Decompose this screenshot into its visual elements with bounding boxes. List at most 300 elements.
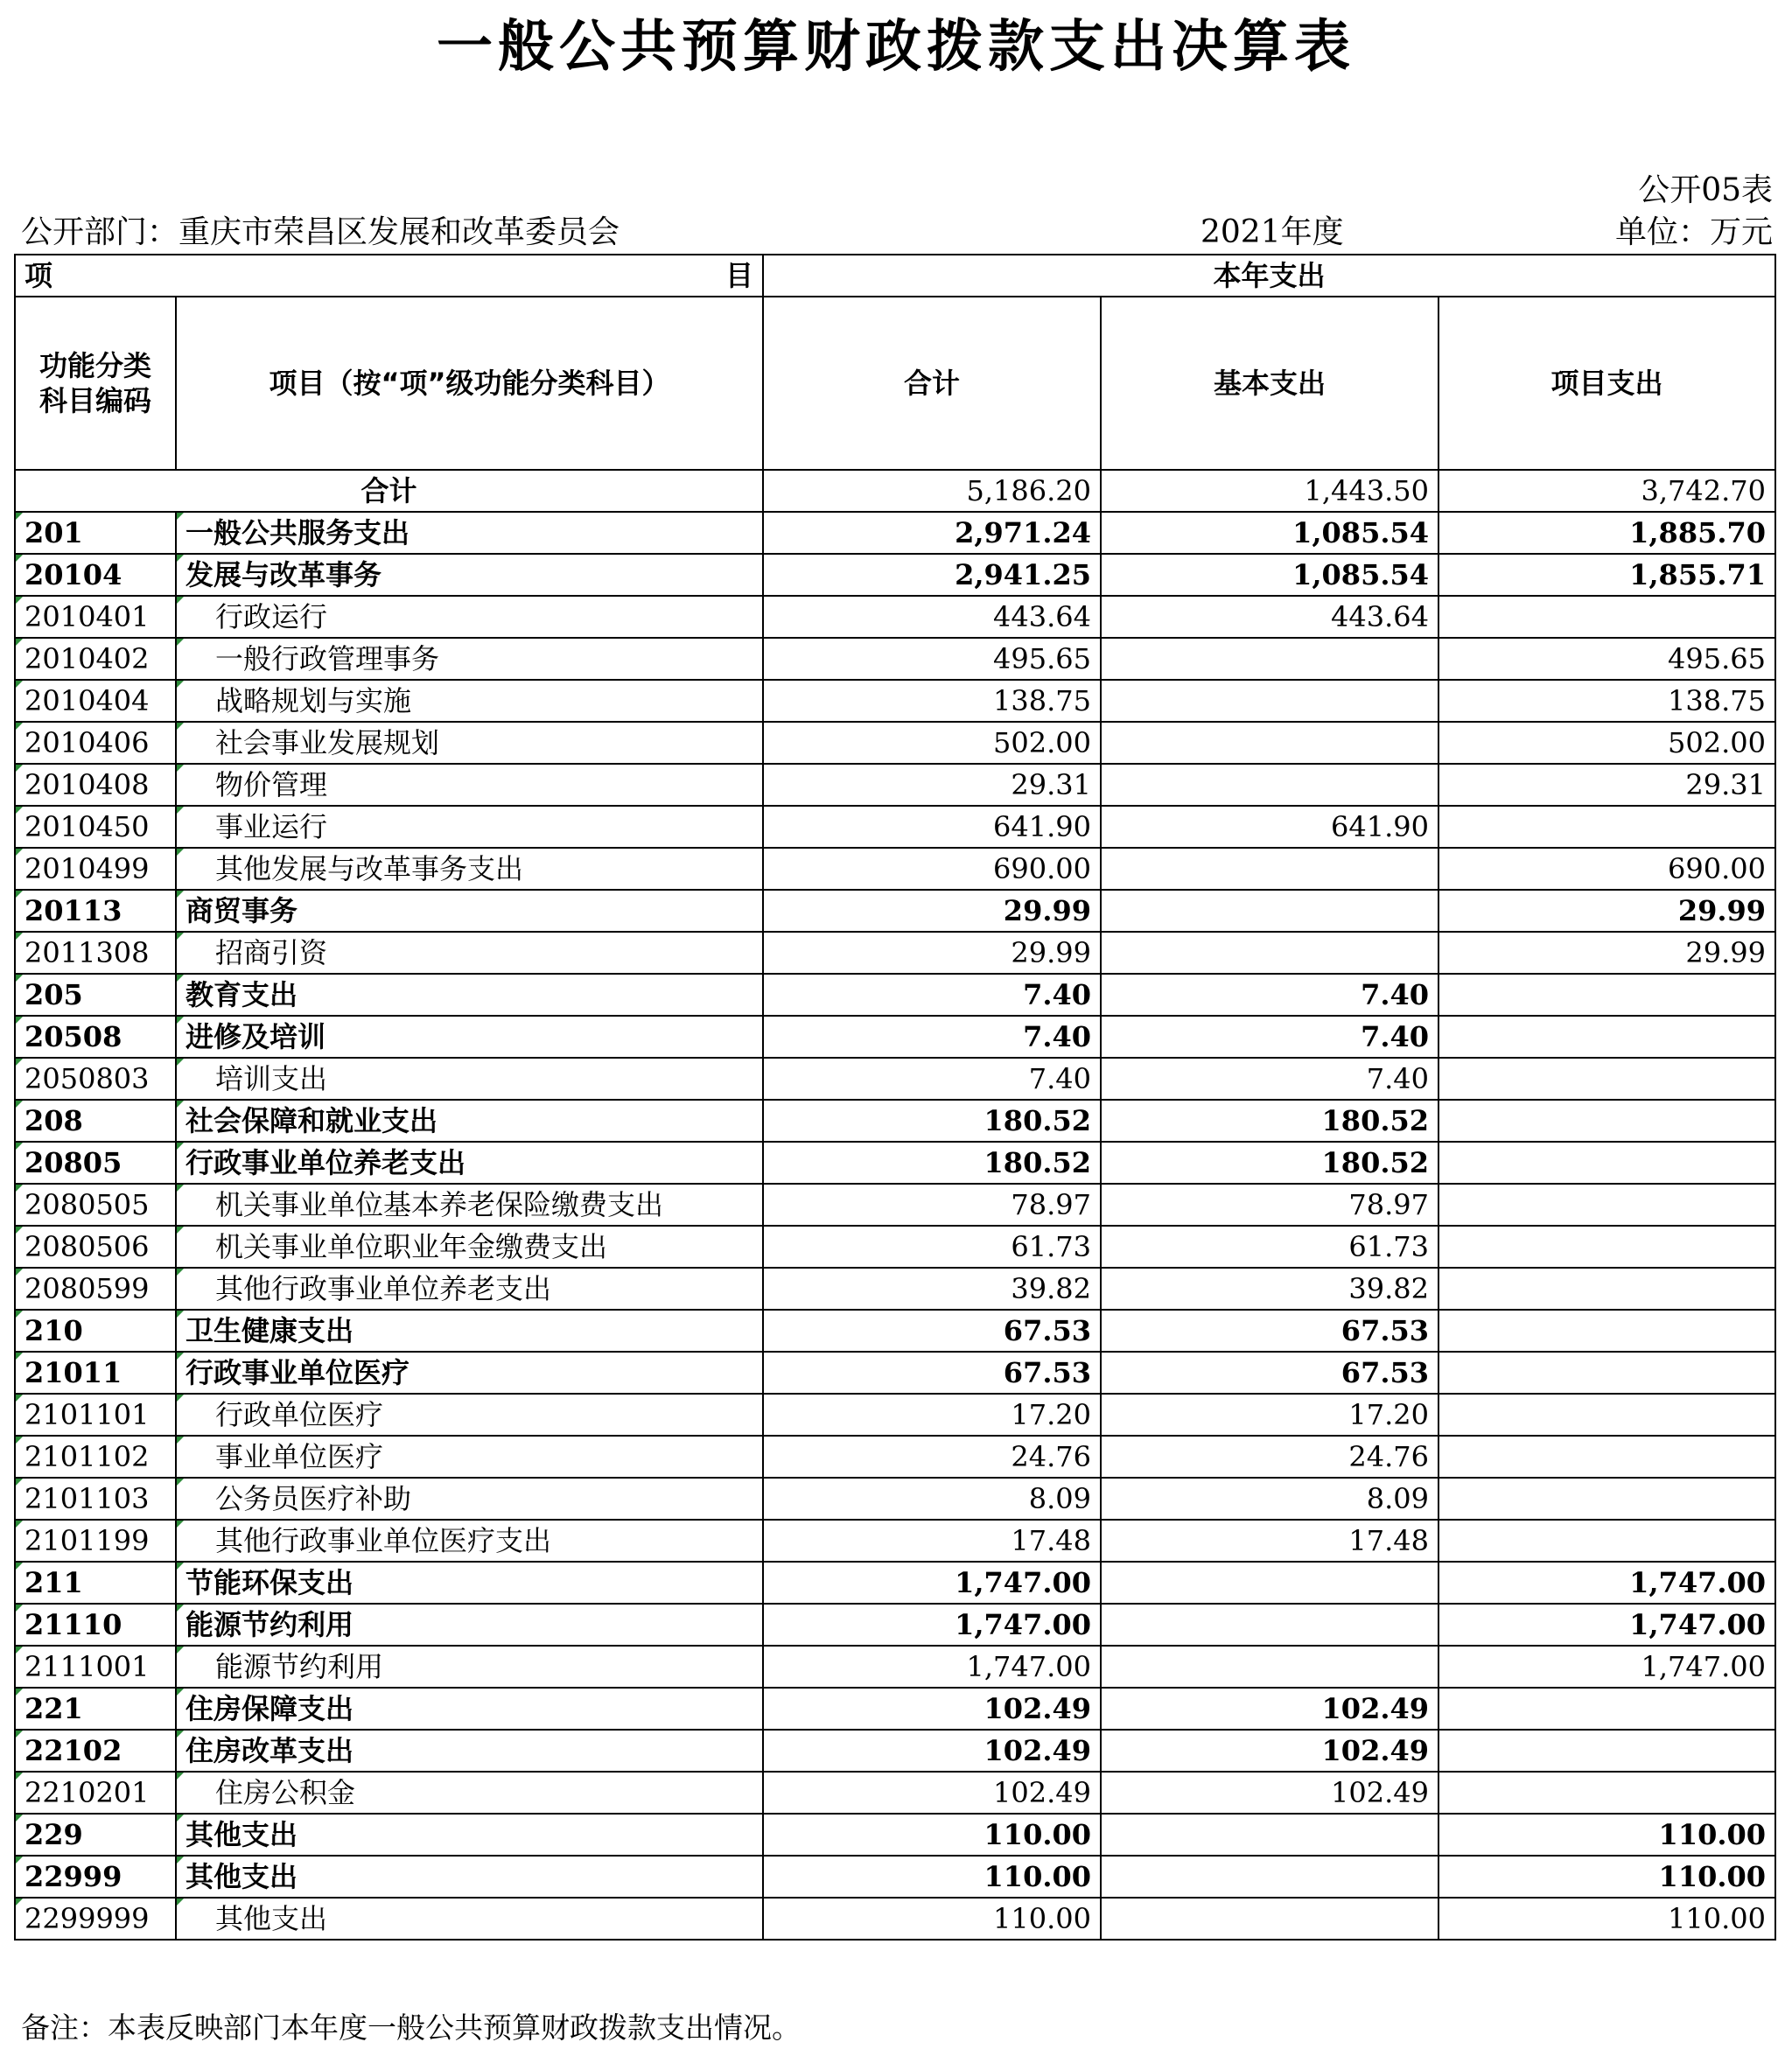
row-name-text: 一般公共服务支出 bbox=[186, 516, 410, 549]
row-code bbox=[15, 680, 176, 722]
total-amount: 5,186.20 bbox=[763, 470, 1101, 512]
row-project: 1,747.00 bbox=[1438, 1604, 1775, 1646]
row-total: 7.40 bbox=[763, 1058, 1101, 1100]
row-code bbox=[15, 512, 176, 554]
row-project: 1,747.00 bbox=[1438, 1646, 1775, 1688]
row-name-text: 能源节约利用 bbox=[186, 1608, 354, 1641]
row-project: 1,747.00 bbox=[1438, 1562, 1775, 1604]
table-row bbox=[15, 848, 1775, 890]
row-name-text: 教育支出 bbox=[186, 978, 298, 1011]
row-code-text: 2010406 bbox=[24, 726, 150, 759]
row-basic: 180.52 bbox=[1101, 1100, 1438, 1142]
row-total: 102.49 bbox=[763, 1688, 1101, 1730]
cell-marker-icon bbox=[177, 597, 184, 604]
cell-marker-icon bbox=[16, 1605, 23, 1612]
row-basic: 17.48 bbox=[1101, 1520, 1438, 1562]
row-basic bbox=[1101, 848, 1438, 890]
row-name-text: 社会事业发展规划 bbox=[215, 726, 440, 759]
row-project bbox=[1438, 1520, 1775, 1562]
cell-marker-icon bbox=[16, 1479, 23, 1486]
cell-marker-icon bbox=[177, 933, 184, 940]
row-name bbox=[176, 512, 763, 554]
table-row bbox=[15, 764, 1775, 806]
table-row bbox=[15, 1016, 1775, 1058]
row-project: 29.31 bbox=[1438, 764, 1775, 806]
cell-marker-icon bbox=[16, 1143, 23, 1150]
header-item-right: 目 bbox=[724, 259, 753, 292]
row-name bbox=[176, 680, 763, 722]
row-code-text: 2210201 bbox=[24, 1776, 150, 1809]
row-name bbox=[176, 1856, 763, 1898]
row-code-text: 21110 bbox=[24, 1608, 122, 1641]
row-name-text: 卫生健康支出 bbox=[186, 1314, 354, 1347]
row-project bbox=[1438, 1310, 1775, 1352]
row-name bbox=[176, 1772, 763, 1814]
cell-marker-icon bbox=[177, 1185, 184, 1192]
row-basic: 102.49 bbox=[1101, 1772, 1438, 1814]
row-project bbox=[1438, 974, 1775, 1016]
table-row bbox=[15, 1478, 1775, 1520]
row-name-text: 事业运行 bbox=[215, 810, 328, 843]
row-basic: 180.52 bbox=[1101, 1142, 1438, 1184]
row-project: 138.75 bbox=[1438, 680, 1775, 722]
department-label: 公开部门：重庆市荣昌区发展和改革委员会 bbox=[21, 214, 620, 250]
cell-marker-icon bbox=[16, 1059, 23, 1066]
row-basic bbox=[1101, 1856, 1438, 1898]
cell-marker-icon bbox=[16, 513, 23, 520]
row-code bbox=[15, 1226, 176, 1268]
header-code: 功能分类 科目编码 bbox=[15, 297, 176, 470]
row-total: 1,747.00 bbox=[763, 1646, 1101, 1688]
cell-marker-icon bbox=[16, 975, 23, 982]
cell-marker-icon bbox=[177, 513, 184, 520]
row-code-text: 20104 bbox=[24, 558, 122, 591]
row-basic: 443.64 bbox=[1101, 596, 1438, 638]
row-code-text: 2101199 bbox=[24, 1524, 150, 1557]
row-total: 690.00 bbox=[763, 848, 1101, 890]
row-basic: 102.49 bbox=[1101, 1730, 1438, 1772]
row-basic: 8.09 bbox=[1101, 1478, 1438, 1520]
total-basic: 1,443.50 bbox=[1101, 470, 1438, 512]
cell-marker-icon bbox=[16, 1185, 23, 1192]
total-row bbox=[15, 470, 1775, 512]
row-total: 29.31 bbox=[763, 764, 1101, 806]
row-basic bbox=[1101, 890, 1438, 932]
row-total: 17.20 bbox=[763, 1394, 1101, 1436]
row-code bbox=[15, 1772, 176, 1814]
cell-marker-icon bbox=[16, 1269, 23, 1276]
row-name-text: 机关事业单位基本养老保险缴费支出 bbox=[215, 1188, 664, 1221]
row-code-text: 205 bbox=[24, 978, 83, 1011]
cell-marker-icon bbox=[16, 891, 23, 898]
cell-marker-icon bbox=[177, 1857, 184, 1864]
row-total: 7.40 bbox=[763, 1016, 1101, 1058]
row-code-text: 2010408 bbox=[24, 768, 150, 801]
cell-marker-icon bbox=[177, 1605, 184, 1612]
unit-label: 单位：万元 bbox=[1614, 214, 1773, 250]
cell-marker-icon bbox=[177, 765, 184, 772]
row-name bbox=[176, 932, 763, 974]
row-code-text: 20805 bbox=[24, 1146, 122, 1179]
row-basic bbox=[1101, 1646, 1438, 1688]
row-project bbox=[1438, 1142, 1775, 1184]
row-code-text: 208 bbox=[24, 1104, 83, 1137]
row-project bbox=[1438, 1100, 1775, 1142]
cell-marker-icon bbox=[16, 1395, 23, 1402]
row-name-text: 行政事业单位养老支出 bbox=[186, 1146, 466, 1179]
row-code-text: 2010450 bbox=[24, 810, 150, 843]
row-total: 1,747.00 bbox=[763, 1604, 1101, 1646]
table-row bbox=[15, 1058, 1775, 1100]
row-total: 138.75 bbox=[763, 680, 1101, 722]
row-code bbox=[15, 1394, 176, 1436]
cell-marker-icon bbox=[177, 1899, 184, 1906]
row-code-text: 2010404 bbox=[24, 684, 150, 717]
row-name bbox=[176, 1058, 763, 1100]
cell-marker-icon bbox=[177, 1773, 184, 1780]
row-project bbox=[1438, 806, 1775, 848]
table-row bbox=[15, 932, 1775, 974]
header-basic: 基本支出 bbox=[1101, 297, 1438, 470]
row-name-text: 其他发展与改革事务支出 bbox=[215, 852, 524, 885]
row-name-text: 能源节约利用 bbox=[215, 1650, 384, 1683]
row-name-text: 物价管理 bbox=[215, 768, 328, 801]
cell-marker-icon bbox=[16, 1353, 23, 1360]
row-name bbox=[176, 1352, 763, 1394]
row-name bbox=[176, 554, 763, 596]
row-basic: 78.97 bbox=[1101, 1184, 1438, 1226]
total-project: 3,742.70 bbox=[1438, 470, 1775, 512]
row-name-text: 一般行政管理事务 bbox=[215, 642, 440, 675]
cell-marker-icon bbox=[177, 639, 184, 646]
row-code-text: 2299999 bbox=[24, 1902, 150, 1935]
row-total: 67.53 bbox=[763, 1310, 1101, 1352]
row-code-text: 22999 bbox=[24, 1860, 122, 1893]
row-total: 17.48 bbox=[763, 1520, 1101, 1562]
header-row-top bbox=[15, 255, 1775, 297]
row-name-text: 其他行政事业单位医疗支出 bbox=[215, 1524, 552, 1557]
row-code bbox=[15, 1688, 176, 1730]
row-name bbox=[176, 1730, 763, 1772]
row-name bbox=[176, 1184, 763, 1226]
page-title: 一般公共预算财政拨款支出决算表 bbox=[437, 15, 1355, 80]
row-total: 102.49 bbox=[763, 1772, 1101, 1814]
row-project bbox=[1438, 1730, 1775, 1772]
row-code bbox=[15, 554, 176, 596]
row-total: 1,747.00 bbox=[763, 1562, 1101, 1604]
row-project: 502.00 bbox=[1438, 722, 1775, 764]
row-name bbox=[176, 596, 763, 638]
expenditure-table bbox=[14, 254, 1776, 1941]
cell-marker-icon bbox=[16, 1815, 23, 1822]
row-project bbox=[1438, 1184, 1775, 1226]
cell-marker-icon bbox=[177, 1479, 184, 1486]
row-project: 1,885.70 bbox=[1438, 512, 1775, 554]
row-basic bbox=[1101, 1604, 1438, 1646]
row-basic: 67.53 bbox=[1101, 1310, 1438, 1352]
row-name bbox=[176, 1100, 763, 1142]
header-name: 项目（按“项”级功能分类科目） bbox=[176, 297, 763, 470]
row-name bbox=[176, 1604, 763, 1646]
cell-marker-icon bbox=[16, 555, 23, 562]
cell-marker-icon bbox=[177, 891, 184, 898]
row-code bbox=[15, 1268, 176, 1310]
row-code bbox=[15, 1058, 176, 1100]
row-project bbox=[1438, 1688, 1775, 1730]
table-row bbox=[15, 1562, 1775, 1604]
row-name bbox=[176, 1436, 763, 1478]
row-total: 29.99 bbox=[763, 932, 1101, 974]
table-row bbox=[15, 1898, 1775, 1940]
row-code bbox=[15, 1142, 176, 1184]
cell-marker-icon bbox=[177, 1437, 184, 1444]
row-name bbox=[176, 974, 763, 1016]
row-basic: 641.90 bbox=[1101, 806, 1438, 848]
table-row bbox=[15, 1604, 1775, 1646]
row-code bbox=[15, 1100, 176, 1142]
row-basic: 102.49 bbox=[1101, 1688, 1438, 1730]
row-name bbox=[176, 1562, 763, 1604]
row-name-text: 其他支出 bbox=[186, 1860, 298, 1893]
cell-marker-icon bbox=[16, 1773, 23, 1780]
row-code-text: 2080505 bbox=[24, 1188, 150, 1221]
cell-marker-icon bbox=[177, 1059, 184, 1066]
row-basic bbox=[1101, 932, 1438, 974]
row-code-text: 2101102 bbox=[24, 1440, 150, 1473]
row-project: 690.00 bbox=[1438, 848, 1775, 890]
row-code-text: 2101101 bbox=[24, 1398, 150, 1431]
cell-marker-icon bbox=[16, 1311, 23, 1318]
row-basic: 7.40 bbox=[1101, 1058, 1438, 1100]
row-name-text: 其他支出 bbox=[215, 1902, 328, 1935]
row-code bbox=[15, 932, 176, 974]
row-project bbox=[1438, 1016, 1775, 1058]
row-name-text: 招商引资 bbox=[215, 936, 328, 969]
table-row bbox=[15, 890, 1775, 932]
row-name-text: 住房公积金 bbox=[215, 1776, 356, 1809]
row-total: 110.00 bbox=[763, 1898, 1101, 1940]
table-row bbox=[15, 554, 1775, 596]
cell-marker-icon bbox=[177, 1815, 184, 1822]
row-project bbox=[1438, 596, 1775, 638]
row-basic bbox=[1101, 1898, 1438, 1940]
row-name-text: 行政单位医疗 bbox=[215, 1398, 384, 1431]
table-row bbox=[15, 1856, 1775, 1898]
total-label: 合计 bbox=[15, 470, 763, 512]
row-total: 67.53 bbox=[763, 1352, 1101, 1394]
cell-marker-icon bbox=[16, 1563, 23, 1570]
cell-marker-icon bbox=[177, 723, 184, 730]
cell-marker-icon bbox=[177, 807, 184, 814]
cell-marker-icon bbox=[177, 1563, 184, 1570]
row-code-text: 2111001 bbox=[24, 1650, 150, 1683]
table-row bbox=[15, 1184, 1775, 1226]
row-code-text: 2101103 bbox=[24, 1482, 150, 1515]
row-name bbox=[176, 806, 763, 848]
cell-marker-icon bbox=[177, 1017, 184, 1024]
row-project bbox=[1438, 1226, 1775, 1268]
footnote: 备注：本表反映部门本年度一般公共预算财政拨款支出情况。 bbox=[21, 2011, 801, 2045]
row-name bbox=[176, 1142, 763, 1184]
row-code bbox=[15, 1730, 176, 1772]
row-basic: 1,085.54 bbox=[1101, 554, 1438, 596]
header-current-year: 本年支出 bbox=[763, 255, 1775, 297]
cell-marker-icon bbox=[177, 1647, 184, 1654]
cell-marker-icon bbox=[177, 1395, 184, 1402]
row-name-text: 进修及培训 bbox=[186, 1020, 326, 1053]
row-code-text: 20113 bbox=[24, 894, 122, 927]
header-project: 项目支出 bbox=[1438, 297, 1775, 470]
row-code bbox=[15, 1520, 176, 1562]
cell-marker-icon bbox=[16, 933, 23, 940]
header-total: 合计 bbox=[763, 297, 1101, 470]
cell-marker-icon bbox=[16, 639, 23, 646]
cell-marker-icon bbox=[177, 555, 184, 562]
row-code bbox=[15, 722, 176, 764]
row-code bbox=[15, 596, 176, 638]
cell-marker-icon bbox=[177, 1101, 184, 1108]
row-code bbox=[15, 1856, 176, 1898]
cell-marker-icon bbox=[177, 1521, 184, 1528]
row-name-text: 机关事业单位职业年金缴费支出 bbox=[215, 1230, 608, 1263]
header-item-left: 项 bbox=[24, 259, 53, 292]
row-total: 495.65 bbox=[763, 638, 1101, 680]
cell-marker-icon bbox=[177, 1731, 184, 1738]
row-name bbox=[176, 848, 763, 890]
cell-marker-icon bbox=[177, 849, 184, 856]
row-name bbox=[176, 1394, 763, 1436]
row-basic bbox=[1101, 1562, 1438, 1604]
row-name-text: 行政事业单位医疗 bbox=[186, 1356, 410, 1389]
table-row bbox=[15, 1436, 1775, 1478]
row-code bbox=[15, 1478, 176, 1520]
cell-marker-icon bbox=[16, 1437, 23, 1444]
row-basic: 39.82 bbox=[1101, 1268, 1438, 1310]
row-total: 39.82 bbox=[763, 1268, 1101, 1310]
row-total: 641.90 bbox=[763, 806, 1101, 848]
row-code-text: 20508 bbox=[24, 1020, 122, 1053]
table-row bbox=[15, 638, 1775, 680]
table-row bbox=[15, 512, 1775, 554]
cell-marker-icon bbox=[177, 1227, 184, 1234]
row-total: 2,941.25 bbox=[763, 554, 1101, 596]
cell-marker-icon bbox=[16, 1857, 23, 1864]
table-row bbox=[15, 1646, 1775, 1688]
table-row bbox=[15, 1352, 1775, 1394]
row-project: 29.99 bbox=[1438, 932, 1775, 974]
cell-marker-icon bbox=[16, 849, 23, 856]
row-project bbox=[1438, 1478, 1775, 1520]
row-total: 502.00 bbox=[763, 722, 1101, 764]
row-total: 8.09 bbox=[763, 1478, 1101, 1520]
row-name bbox=[176, 1310, 763, 1352]
row-code-text: 2010401 bbox=[24, 600, 150, 633]
row-code-text: 229 bbox=[24, 1818, 83, 1851]
row-code bbox=[15, 974, 176, 1016]
row-code-text: 2050803 bbox=[24, 1062, 150, 1095]
row-code bbox=[15, 1562, 176, 1604]
row-project bbox=[1438, 1772, 1775, 1814]
row-code-text: 201 bbox=[24, 516, 83, 549]
row-basic: 24.76 bbox=[1101, 1436, 1438, 1478]
row-code bbox=[15, 1352, 176, 1394]
row-code-text: 211 bbox=[24, 1566, 83, 1599]
row-total: 24.76 bbox=[763, 1436, 1101, 1478]
cell-marker-icon bbox=[16, 1227, 23, 1234]
row-basic: 7.40 bbox=[1101, 974, 1438, 1016]
row-code bbox=[15, 1814, 176, 1856]
table-row bbox=[15, 1772, 1775, 1814]
cell-marker-icon bbox=[16, 1731, 23, 1738]
row-code-text: 2080506 bbox=[24, 1230, 150, 1263]
cell-marker-icon bbox=[177, 975, 184, 982]
row-code bbox=[15, 890, 176, 932]
row-code bbox=[15, 848, 176, 890]
fiscal-year: 2021年度 bbox=[1200, 214, 1344, 250]
row-basic: 1,085.54 bbox=[1101, 512, 1438, 554]
cell-marker-icon bbox=[16, 1017, 23, 1024]
row-total: 61.73 bbox=[763, 1226, 1101, 1268]
row-basic bbox=[1101, 680, 1438, 722]
row-total: 2,971.24 bbox=[763, 512, 1101, 554]
row-name-text: 公务员医疗补助 bbox=[215, 1482, 412, 1515]
cell-marker-icon bbox=[16, 807, 23, 814]
table-row bbox=[15, 1394, 1775, 1436]
cell-marker-icon bbox=[16, 1521, 23, 1528]
row-basic bbox=[1101, 722, 1438, 764]
row-code bbox=[15, 1310, 176, 1352]
row-name-text: 社会保障和就业支出 bbox=[186, 1104, 438, 1137]
row-name bbox=[176, 1688, 763, 1730]
row-project bbox=[1438, 1268, 1775, 1310]
cell-marker-icon bbox=[16, 1689, 23, 1696]
row-total: 180.52 bbox=[763, 1142, 1101, 1184]
row-name-text: 其他支出 bbox=[186, 1818, 298, 1851]
row-total: 78.97 bbox=[763, 1184, 1101, 1226]
cell-marker-icon bbox=[177, 1311, 184, 1318]
table-row bbox=[15, 1730, 1775, 1772]
header-row-bottom bbox=[15, 297, 1775, 470]
cell-marker-icon bbox=[177, 1353, 184, 1360]
row-name-text: 战略规划与实施 bbox=[215, 684, 412, 717]
row-total: 110.00 bbox=[763, 1814, 1101, 1856]
row-name-text: 节能环保支出 bbox=[186, 1566, 354, 1599]
table-row bbox=[15, 806, 1775, 848]
row-code bbox=[15, 1898, 176, 1940]
cell-marker-icon bbox=[16, 1101, 23, 1108]
row-code-text: 22102 bbox=[24, 1734, 122, 1767]
table-row bbox=[15, 1310, 1775, 1352]
cell-marker-icon bbox=[16, 723, 23, 730]
row-name bbox=[176, 1268, 763, 1310]
row-code bbox=[15, 764, 176, 806]
table-row bbox=[15, 1814, 1775, 1856]
table-row bbox=[15, 680, 1775, 722]
cell-marker-icon bbox=[16, 681, 23, 688]
row-name bbox=[176, 1016, 763, 1058]
table-row bbox=[15, 1226, 1775, 1268]
row-name-text: 培训支出 bbox=[215, 1062, 328, 1095]
row-name bbox=[176, 1478, 763, 1520]
row-project: 1,855.71 bbox=[1438, 554, 1775, 596]
row-name bbox=[176, 890, 763, 932]
row-name-text: 其他行政事业单位养老支出 bbox=[215, 1272, 552, 1305]
row-basic: 7.40 bbox=[1101, 1016, 1438, 1058]
row-total: 102.49 bbox=[763, 1730, 1101, 1772]
row-name bbox=[176, 722, 763, 764]
row-project: 110.00 bbox=[1438, 1898, 1775, 1940]
row-code bbox=[15, 1646, 176, 1688]
